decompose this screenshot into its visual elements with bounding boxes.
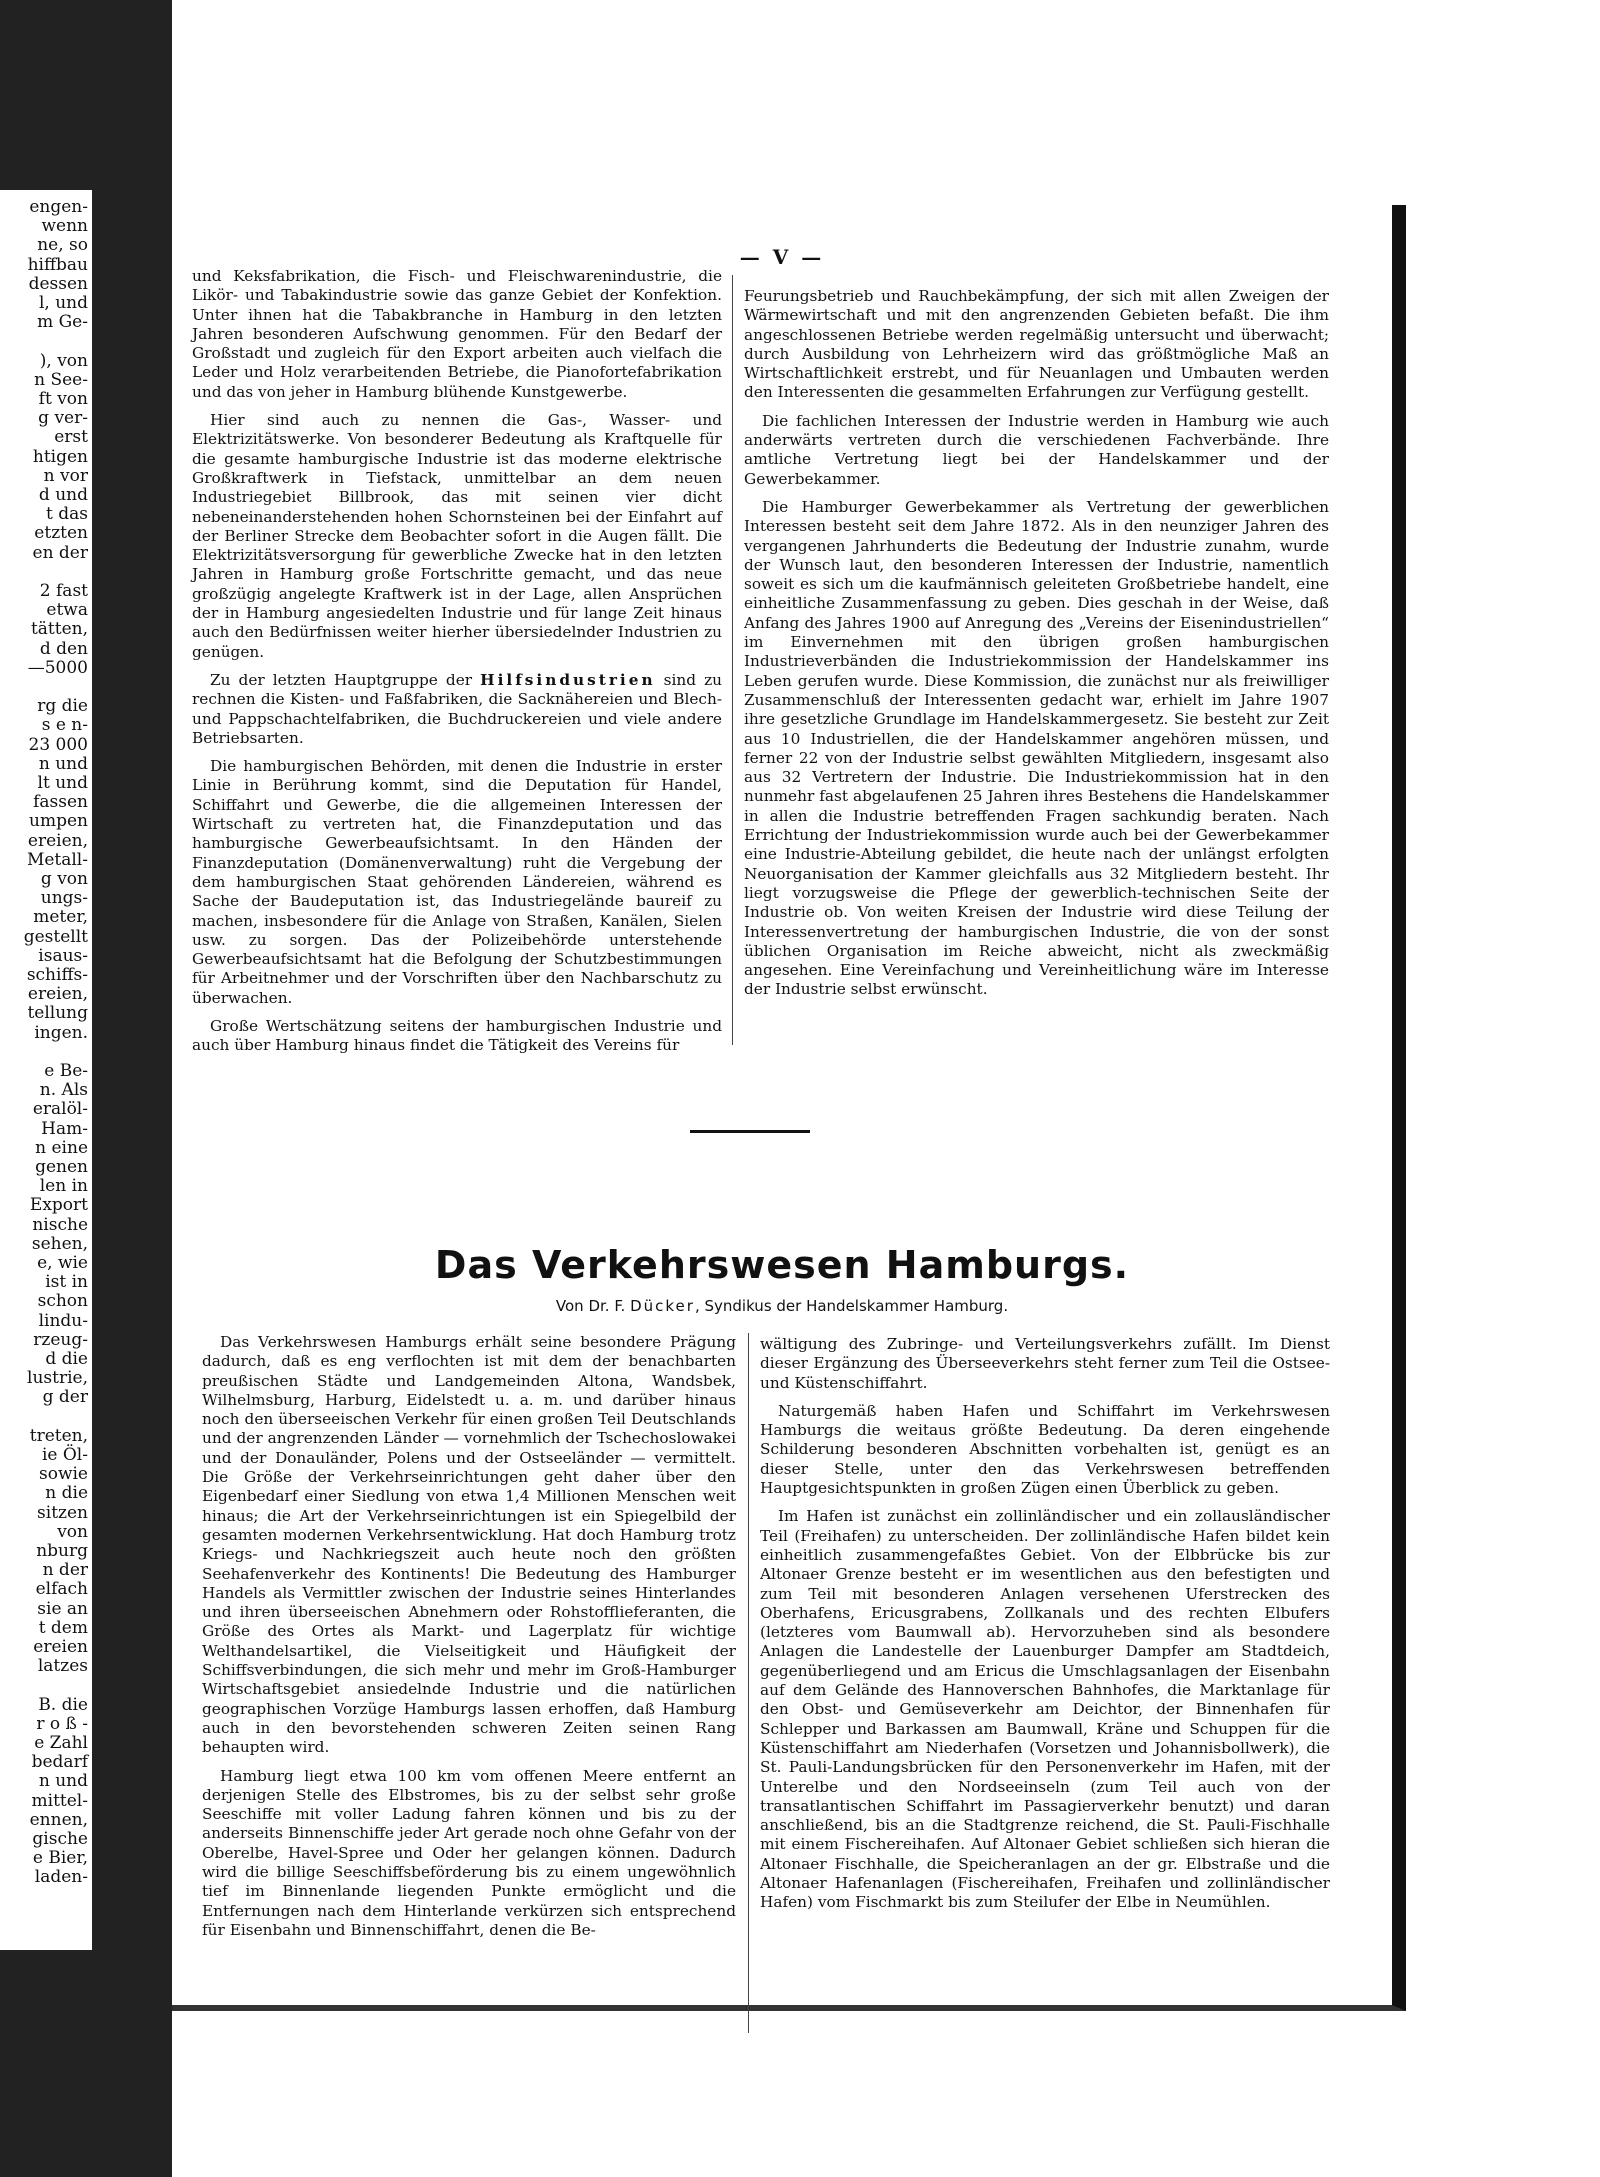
facing-page-text-fragment: sowie bbox=[38, 1464, 88, 1485]
facing-page-text-fragment: genen bbox=[35, 1157, 88, 1177]
facing-page-text-fragment: g von bbox=[40, 869, 88, 889]
facing-page-text-fragment: ereien bbox=[33, 1637, 88, 1657]
facing-page-text-fragment: n See- bbox=[34, 369, 88, 390]
paragraph: Die fachlichen Interessen der Industrie werden in Hamburg wie auch anderwärts vertreten durch die verschiedenen Fachverbände. Ihre amtliche Vertretung liegt bei der Handelskammer und der Gewerbekammer. bbox=[744, 411, 1329, 488]
facing-page-text-fragment: n die bbox=[45, 1483, 88, 1504]
facing-page-text-fragment: eralöl- bbox=[32, 1099, 88, 1120]
facing-page-text-fragment: 23 000 bbox=[28, 734, 88, 755]
bottom-left-column bbox=[202, 1333, 736, 1949]
document-page bbox=[172, 205, 1406, 2011]
facing-page-text-fragment: hiffbau bbox=[27, 254, 88, 275]
byline-prefix: Von Dr. F. bbox=[555, 1297, 626, 1315]
facing-page-text-fragment: schiffs- bbox=[26, 965, 88, 985]
facing-page-text-fragment: sitzen bbox=[37, 1502, 88, 1523]
section-rule bbox=[690, 1130, 810, 1133]
facing-page-text-fragment: lt und bbox=[37, 773, 88, 793]
facing-page-text-fragment: von bbox=[57, 1521, 88, 1542]
facing-page-text-fragment: ), von bbox=[39, 350, 88, 371]
facing-page-text-fragment: bedarf bbox=[31, 1752, 88, 1773]
facing-page-text-fragment: rg die bbox=[37, 696, 88, 717]
facing-page-text-fragment: e Bier, bbox=[32, 1848, 88, 1869]
facing-page-text-fragment: en der bbox=[32, 542, 88, 563]
paragraph: Feurungsbetrieb und Rauchbekämpfung, der sich mit allen Zweigen der Wärmewirtschaft und mit den angrenzenden Gebieten befaßt. Die ihm angeschlossenen Betriebe werden regelmäßig untersucht und überwacht; durch Ausbildung von Lehrheizern wird das größtmögliche Maß an Wirtschaftlichkeit erstrebt, und für Neuanlagen und Umbauten werden den Interessenten die gesammelten Erfahrungen zur Verfügung gestellt. bbox=[744, 287, 1329, 402]
paragraph: Die hamburgischen Behörden, mit denen die Industrie in erster Linie in Berührung kommt, sind die Deputation für Handel, Schiffahrt und Gewerbe, die die allgemeinen Interessen der Wirtschaft zu vertreten hat, die Finanzdeputation und das hamburgische Gewerbeaufsichtsamt. In den Händen der Finanzdeputation (Domänenverwaltung) ruht die Vergebung der dem hamburgischen Staat gehörenden Ländereien, während es Sache der Baudeputation ist, das Industriegelände baureif zu machen, insbesondere für die Anlage von Straßen, Kanälen, Sielen usw. zu sorgen. Das der Polizeibehörde unterstehende Gewerbeaufsichtsamt hat die Befolgung der Schutzbestimmungen für Arbeitnehmer und der Vorschriften über den Nachbarschutz zu überwachen. bbox=[192, 757, 722, 1007]
facing-page-text-fragment: —5000 bbox=[27, 657, 88, 678]
facing-page-text-fragment: sehen, bbox=[31, 1233, 88, 1254]
facing-page-text-fragment: gestellt bbox=[23, 926, 88, 947]
facing-page-text-fragment: ingen. bbox=[34, 1022, 88, 1043]
facing-page-text-fragment: n und bbox=[38, 753, 88, 774]
paragraph: Im Hafen ist zunächst ein zollinländischer und ein zollausländischer Teil (Freihafen) zu unterscheiden. Der zollinländische Hafen bildet kein einheitlich zusammengefaßtes Gebiet. Von der Elbbrücke bis zur Altonaer Grenze besteht er im wesentlichen aus den befestigten und zum Teil mit besonderen Anlagen versehenen Uferstrecken des Oberhafens, Ericusgrabens, Zollkanals und des rechten Elbufers (letzteres vom Baumwall ab). Hervorzuheben sind als besondere Anlagen die Landestelle der Lauenburger Dampfer am Stadtdeich, gegenüberliegend und am Ericus die Umschlagsanlagen der Eisenbahn auf dem Gelände des Hannoverschen Bahnhofes, die Marktanlage für den Obst- und Gemüseverkehr am Deichtor, der Binnenhafen für Schlepper und Barkassen am Baumwall, Kräne und Schuppen für die Küstenschiffahrt am Niederhafen (Vorsetzen und Johannisbollwerk), die St. Pauli-Landungsbrücken für den Personenverkehr im Hafen, mit der Unterelbe und den Nordseeinseln (zum Teil auch von der transatlantischen Schiffahrt im Passagierverkehr benutzt) und daran anschließend, bis an die Stadtgrenze reichend, die St. Pauli-Fischhalle mit einem Fischereihafen. Auf Altonaer Gebiet schließen sich hieran die Altonaer Fischhalle, die Speicheranlagen an der gr. Elbstraße und die Altonaer Hafenanlagen (Fischereihafen, Freihafen und zollinländischer Hafen) vom Fischmarkt bis zum Steilufer der Elbe in Neumühlen. bbox=[760, 1507, 1330, 1912]
facing-page-text-fragment: Export bbox=[29, 1195, 88, 1216]
facing-page-text-fragment: e, wie bbox=[37, 1253, 88, 1273]
facing-page-text-fragment: mittel- bbox=[31, 1790, 88, 1811]
facing-page-text-fragment: tellung bbox=[27, 1003, 88, 1024]
facing-page-text-fragment: laden- bbox=[34, 1867, 88, 1888]
facing-page-text-fragment: 2 fast bbox=[39, 581, 88, 601]
paragraph: Die Hamburger Gewerbekammer als Vertretung der gewerblichen Interessen besteht seit dem Jahre 1872. Als in den neunziger Jahren des vergangenen Jahrhunderts die Bedeutung der Industrie zunahm, wurde der Wunsch laut, den besonderen Interessen der Industrie, namentlich soweit es sich um die kaufmännisch geleiteten Großbetriebe handelt, eine einheitliche Zusammenfassung zu geben. Dies geschah in der Weise, daß Anfang des Jahres 1900 auf Anregung des „Vereins der Eisenindustriellen“ im Einvernehmen mit den übrigen großen hamburgischen Industrieverbänden die Industriekommission der Handelskammer ins Leben gerufen wurde. Diese Kommission, die zunächst nur als freiwilliger Zusammenschluß der Interessenten gedacht war, erhielt im Jahre 1907 ihre gesetzliche Grundlage im Handelskammergesetz. Sie besteht zur Zeit aus 10 Industriellen, die der Handelskammer angehören müssen, und ferner 22 von der Industrie selbst gewählten Mitgliedern, insgesamt also aus 32 Vertretern der Industrie. Die Industriekommission hat in den nunmehr fast abgelaufenen 25 Jahren ihres Bestehens die Handelskammer in allen die Industrie betreffenden Fragen sachkundig beraten. Nach Errichtung der Industriekommission wurde auch bei der Gewerbekammer eine Industrie-Abteilung gebildet, die heute nach der unlängst erfolgten Neuorganisation der Kammer gleichfalls aus 32 Mitgliedern besteht. Ihr liegt vorzugsweise die Pflege der gewerblich-technischen Seite der Industrie ob. Von weiten Kreisen der Industrie wird diese Teilung der Interessenvertretung der hamburgischen Industrie, die von der sonst üblichen Organisation im Reiche abweicht, nicht als zweckmäßig angesehen. Eine Vereinfachung und Vereinheitlichung wäre im Interesse der Industrie selbst erwünscht. bbox=[744, 497, 1329, 999]
facing-page-text-fragment: lustrie, bbox=[27, 1368, 88, 1389]
column-divider bbox=[732, 275, 733, 1045]
book-spine bbox=[92, 190, 112, 1970]
paragraph: Naturgemäß haben Hafen und Schiffahrt im Verkehrswesen Hamburgs die weitaus größte Bedeutung. Da deren eingehende Schilderung besonderen Abschnitten vorbehalten ist, genügt es an dieser Stelle, unter den das Verkehrswesen betreffenden Hauptgesichtspunkten in großen Zügen einen Überblick zu geben. bbox=[760, 1401, 1330, 1498]
facing-page-text-fragment: ungs- bbox=[40, 888, 88, 909]
facing-page-text-fragment: d die bbox=[45, 1349, 88, 1369]
text-run: Zu der letzten Hauptgruppe der bbox=[210, 670, 473, 689]
paragraph: wältigung des Zubringe- und Verteilungsverkehrs zufällt. Im Dienst dieser Ergänzung des Überseeverkehrs steht ferner zum Teil die Ostsee- und Küstenschiffahrt. bbox=[760, 1335, 1330, 1392]
facing-page-text-fragment: nische bbox=[32, 1214, 88, 1235]
facing-page-fragment bbox=[0, 190, 92, 1950]
facing-page-text-fragment: meter, bbox=[33, 907, 88, 928]
facing-page-text-fragment: t das bbox=[46, 504, 88, 525]
facing-page-text-fragment: d den bbox=[39, 638, 88, 659]
facing-page-text-fragment: ist in bbox=[45, 1272, 88, 1293]
facing-page-text-fragment: n eine bbox=[35, 1137, 88, 1158]
paragraph: Das Verkehrswesen Hamburgs erhält seine besondere Prägung dadurch, daß es eng verflochten ist mit dem der benachbarten preußischen Städte und Landgemeinden Altona, Wandsbek, Wilhelmsburg, Harburg, Eidelstedt u. a. m. und darüber hinaus noch den überseeischen Verkehr für einen großen Teil Deutschlands und der angrenzenden Länder — vornehmlich der Tschechoslowakei und der Donauländer, Polens und der Ostseeländer — vermittelt. Die Größe der Verkehrseinrichtungen geht daher über den Eigenbedarf einer Siedlung von etwa 1,4 Millionen Menschen weit hinaus; die Art der Verkehrseinrichtungen ist ein Spiegelbild der gesamten modernen Verkehrsentwicklung. Hat doch Hamburg trotz Kriegs- und Nachkriegszeit auch heute noch den größten Seehafenverkehr des Kontinents! Die Bedeutung des Hamburger Handels als Vermittler zwischen der Industrie seines Hinterlandes und ihren überseeischen Abnehmern oder Rohstofflieferanten, die Größe des Ortes als Markt- und Lagerplatz für wichtige Welthandelsartikel, die Vielseitigkeit und Häufigkeit der Schiffsverbindungen, die sich mehr und mehr im Groß-Hamburger Wirtschaftsgebiet ansiedelnde Industrie und die natürlichen geographischen Vorzüge Hamburgs lassen erhoffen, daß Hamburg auch in den bevorstehenden schweren Zeiten seinen Rang behaupten wird. bbox=[202, 1333, 736, 1757]
byline-suffix: , Syndikus der Handelskammer Hamburg. bbox=[694, 1297, 1009, 1315]
facing-page-text-fragment: B. die bbox=[38, 1694, 88, 1715]
facing-page-text-fragment: l, und bbox=[38, 293, 88, 313]
facing-page-text-fragment: tätten, bbox=[30, 619, 88, 640]
facing-page-text-fragment: Metall- bbox=[26, 849, 88, 870]
facing-page-text-fragment: dessen bbox=[28, 273, 88, 294]
facing-page-text-fragment: r o ß - bbox=[36, 1713, 88, 1734]
facing-page-text-fragment: ereien, bbox=[27, 830, 88, 851]
facing-page-text-fragment: wenn bbox=[41, 216, 88, 237]
facing-page-text-fragment: rzeug- bbox=[33, 1329, 88, 1350]
top-right-column bbox=[744, 287, 1329, 1009]
top-left-column bbox=[192, 267, 722, 1065]
facing-page-text-fragment: engen- bbox=[29, 197, 88, 217]
facing-page-text-fragment: isaus- bbox=[38, 945, 88, 966]
facing-page-text-fragment: gische bbox=[32, 1829, 88, 1849]
facing-page-text-fragment: sie an bbox=[37, 1598, 88, 1619]
facing-page-text-fragment: n und bbox=[38, 1771, 88, 1792]
facing-page-text-fragment: ennen, bbox=[29, 1809, 88, 1830]
facing-page-text-fragment: len in bbox=[39, 1176, 88, 1197]
bottom-right-column bbox=[760, 1335, 1330, 1922]
spaced-term: Hilfsindustrien bbox=[480, 670, 656, 689]
paragraph: Hamburg liegt etwa 100 km vom offenen Meere entfernt an derjenigen Stelle des Elbstromes, bis zu der selbst sehr große Seeschiffe mit voller Ladung fahren können und bis zu der anderseits Binnenschiffe jeder Art gerade noch ohne Gefahr von der Oberelbe, Havel-Spree und Oder her gelangen können. Dadurch wird die billige Seeschiffsbeförderung bis zu einem ungewöhnlich tief im Binnenlande liegenden Punkte ermöglicht und die Entfernungen nach dem Hinterlande verkürzen sich entsprechend für Eisenbahn und Binnenschiffahrt, denen die Be- bbox=[202, 1766, 736, 1939]
facing-page-text-fragment: ereien, bbox=[27, 984, 88, 1005]
facing-page-text-fragment: umpen bbox=[29, 811, 88, 832]
facing-page-text-fragment: schon bbox=[37, 1291, 88, 1312]
paragraph: Große Wertschätzung seitens der hamburgischen Industrie und auch über Hamburg hinaus findet die Tätigkeit des Vereins für bbox=[192, 1016, 722, 1055]
byline bbox=[172, 1297, 1392, 1315]
page-folio: — V — bbox=[739, 245, 825, 269]
facing-page-text-fragment: etzten bbox=[34, 523, 88, 544]
facing-page-text-fragment: t dem bbox=[38, 1617, 88, 1638]
facing-page-text-fragment: n vor bbox=[43, 465, 88, 486]
facing-page-text-fragment: d und bbox=[38, 485, 88, 505]
section-title: Das Verkehrswesen Hamburgs. bbox=[434, 1243, 1130, 1287]
facing-page-text-fragment: s e n- bbox=[41, 715, 88, 736]
facing-page-text-fragment: ne, so bbox=[37, 235, 88, 256]
paragraph-hilfsindustrien bbox=[192, 671, 722, 748]
paragraph: Hier sind auch zu nennen die Gas-, Wasser- und Elektrizitätswerke. Von besonderer Bedeutung als Kraftquelle für die gesamte hamburgische Industrie ist das moderne elektrische Großkraftwerk in Tiefstack, unmittelbar an dem neuen Industriegebiet Billbrook, das mit seinen vier dicht nebeneinanderstehenden hohen Schornsteinen bei der Einfahrt auf der Berliner Strecke dem Beobachter sofort in die Augen fällt. Die Elektrizitätsversorgung für gewerbliche Zwecke hat in den letzten Jahren in Hamburg große Fortschritte gemacht, und das neue großzügig angelegte Kraftwerk ist in der Lage, allen Ansprüchen der in Hamburg angesiedelten Industrie und für lange Zeit hinaus auch den Bedürfnissen weiter hierher übersiedelnder Industrien zu genügen. bbox=[192, 411, 722, 661]
facing-page-text-fragment: ft von bbox=[38, 389, 88, 409]
facing-page-text-fragment: fassen bbox=[33, 792, 88, 813]
text-run: sind zu rechnen die Kisten- und Faßfabriken, die Sacknähereien und Blech- und Pappschachtelfabriken, die Buchdruckereien und viele andere Betriebsarten. bbox=[192, 670, 722, 747]
facing-page-text-fragment: e Zahl bbox=[34, 1733, 88, 1753]
facing-page-text-fragment: latzes bbox=[37, 1656, 88, 1677]
column-divider bbox=[748, 1333, 749, 2033]
facing-page-text-fragment: elfach bbox=[35, 1579, 88, 1600]
facing-page-text-fragment: g ver- bbox=[38, 408, 88, 429]
facing-page-text-fragment: n. Als bbox=[39, 1080, 88, 1101]
facing-page-text-fragment: Ham- bbox=[41, 1118, 88, 1139]
facing-page-text-fragment: n der bbox=[42, 1560, 88, 1581]
paragraph: und Keksfabrikation, die Fisch- und Fleischwarenindustrie, die Likör- und Tabakindustrie sowie das ganze Gebiet der Konfektion. Unter ihnen hat die Tabakbranche in Hamburg in den letzten Jahren besonderen Aufschwung genommen. Für den Bedarf der Großstadt und zugleich für den Export arbeiten auch vielfach die Leder und Holz verarbeitenden Betriebe, die Pianofortefabrikation und das von jeher in Hamburg blühende Kunstgewerbe. bbox=[192, 267, 722, 401]
facing-page-text-fragment: e Be- bbox=[44, 1061, 88, 1081]
facing-page-text-fragment: erst bbox=[54, 427, 88, 448]
facing-page-text-fragment: m Ge- bbox=[37, 312, 88, 333]
facing-page-text-fragment: nburg bbox=[36, 1541, 88, 1561]
facing-page-text-fragment: ie Öl- bbox=[41, 1445, 88, 1465]
facing-page-text-fragment: htigen bbox=[32, 446, 88, 467]
facing-page-text-fragment: treten, bbox=[29, 1425, 88, 1446]
facing-page-text-fragment: etwa bbox=[46, 600, 88, 621]
author-name: Dücker bbox=[630, 1297, 695, 1315]
facing-page-text-fragment: lindu- bbox=[38, 1310, 88, 1331]
facing-page-text-fragment: g der bbox=[42, 1387, 88, 1408]
